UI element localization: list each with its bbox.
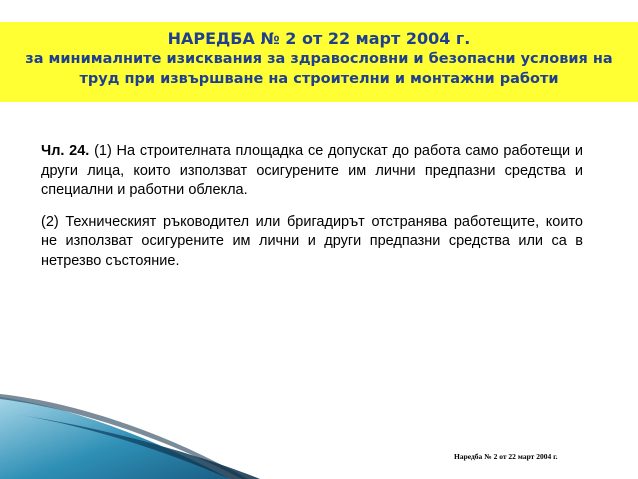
- article-body: [41, 142, 583, 283]
- corner-swoosh-decoration: [0, 389, 300, 479]
- swoosh-band-light: [0, 397, 230, 479]
- paragraph-2: (2) Техническият ръководител или бригадирът отстранява работещите, които не използват осигурените им лични и други предпазни средства или са в нетрезво състояние.: [41, 213, 583, 269]
- title-line-1: НАРЕДБА № 2 от 22 март 2004 г.: [167, 29, 471, 48]
- title-line-2: за минималните изисквания за здравословни и безопасни условия на: [25, 51, 613, 67]
- title-line-3: труд при извършване на строителни и монтажни работи: [79, 71, 559, 87]
- article-label: Чл. 24.: [41, 143, 90, 159]
- paragraph-1-text: (1) На строителната площадка се допускат до работа само работещи и други лица, които използват осигурените им лични предпазни средства и специални и работни облекла.: [41, 143, 583, 198]
- paragraph-1: [41, 142, 583, 201]
- title-banner: [0, 22, 638, 102]
- footer-caption: Наредба № 2 от 22 март 2004 г.: [454, 452, 558, 461]
